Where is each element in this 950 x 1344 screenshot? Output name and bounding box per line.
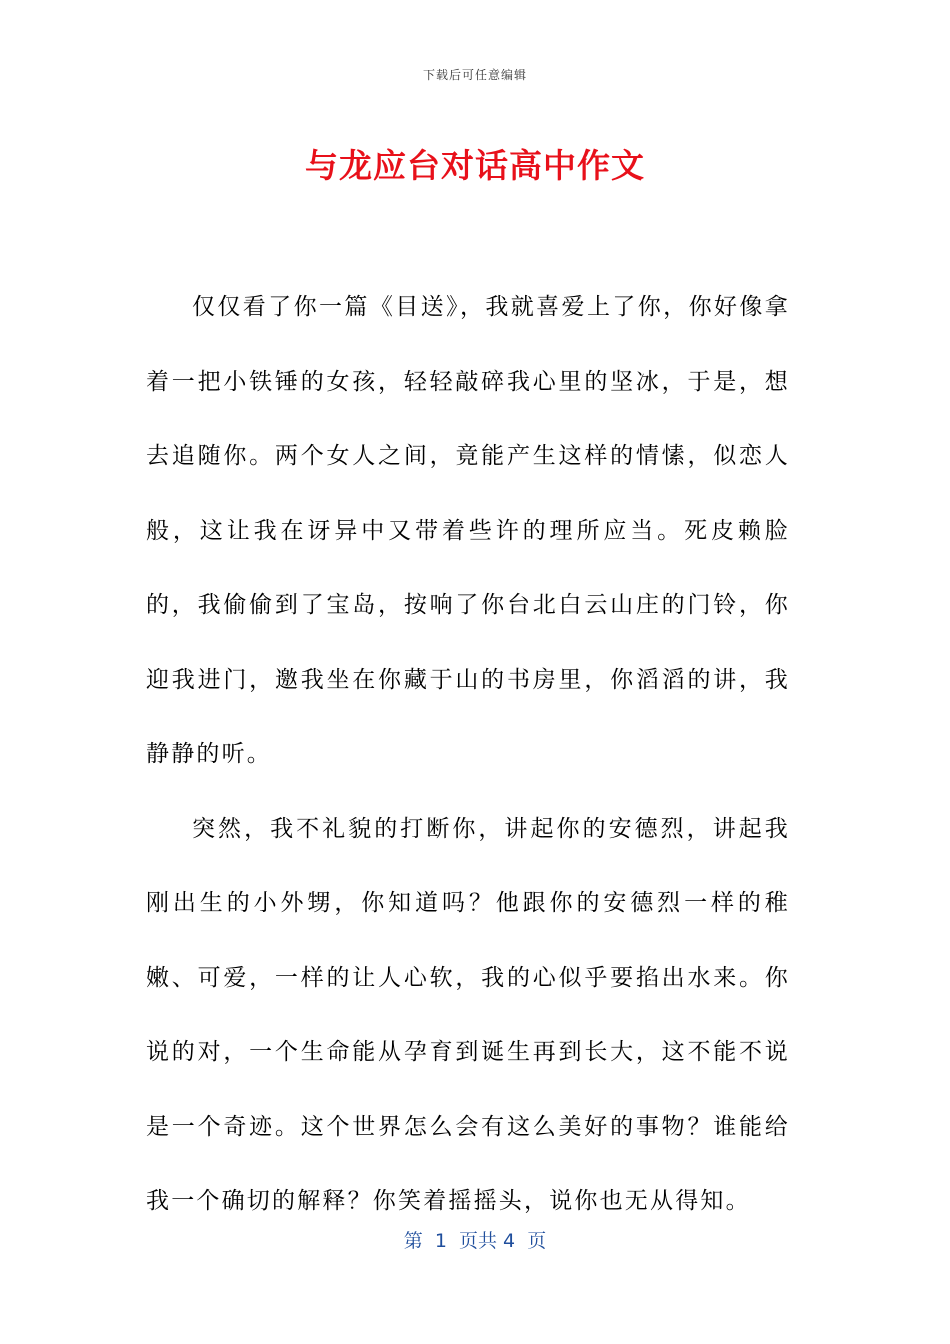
- document-body: [146, 270, 790, 1239]
- header-note: 下载后可任意编辑: [422, 68, 527, 82]
- paragraph-1: 仅仅看了你一篇《目送》，我就喜爱上了你，你好像拿着一把小铁锤的女孩，轻轻敲碎我心里的坚冰，于是，想去追随你。两个女人之间，竟能产生这样的情愫，似恋人般，这让我在讶异中又带着些许的理所应当。死皮赖脸的，我偷偷到了宝岛，按响了你台北白云山庄的门铃，你迎我进门，邀我坐在你藏于山的书房里，你滔滔的讲，我静静的听。: [146, 294, 790, 767]
- page-number-footer: 第 1 页共 4 页: [403, 1230, 547, 1252]
- paragraph-2: 突然，我不礼貌的打断你，讲起你的安德烈，讲起我刚出生的小外甥，你知道吗？他跟你的安德烈一样的稚嫩、可爱，一样的让人心软，我的心似乎要掐出水来。你说的对，一个生命能从孕育到诞生再到长大，这不能不说是一个奇迹。这个世界怎么会有这么美好的事物？谁能给我一个确切的解释？你笑着摇摇头，说你也无从得知。: [146, 815, 790, 1214]
- document-title: 与龙应台对话高中作文: [305, 146, 645, 185]
